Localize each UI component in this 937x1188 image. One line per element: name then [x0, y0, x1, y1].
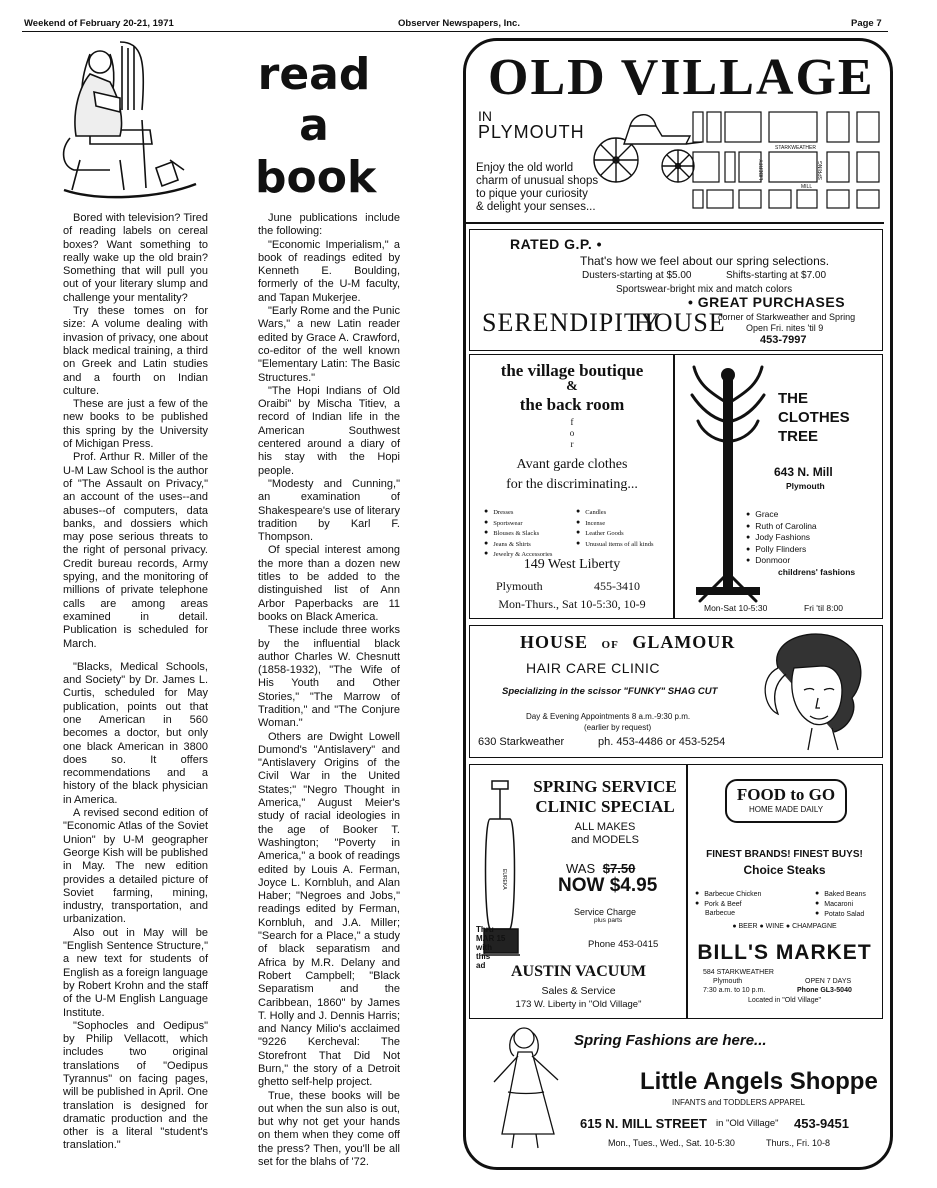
girl-illustration [478, 1022, 568, 1152]
paragraph: "The Hopi Indians of Old Oraibi" by Mischa Titiev, a record of Indian life in the American Southwest centered around a diary of his stay with the Hopi people. [258, 384, 400, 477]
map-label-spring: SPRING [818, 160, 824, 180]
ad-serendipity-house: RATED G.P. • That's how we feel about our spring selections. Dusters-starting at $5.00 Shifts-starting at $7.00 Sportswear-bright mix and match colors • GREAT PURCHASES SERENDIPITY HOUSE corner of Starkweather and Spring Open Fri. nites 'til 9 453-7997 [469, 229, 883, 351]
paragraph: Others are Dwight Lowell Dumond's "Antislavery" and "Antislavery Origins of the Civil War in the United States;" "Negro Thought in America," August Meier's study of racial ideologies in the age of Booker T. Washington; "Poverty in America," a book of readings edited by Louis A. Ferman, Joyce L. Kornbluh, and Alan Haber; "Negroes and Jobs," readings edited by Ferman, Kornbluh, and J.A. Miller; "Search for a Place," a study of black separatism and Africa by M.R. Delany and Robert Campbell; "Black Separatism and the Caribbean, 1860" by James T. Holly and J. Dennis Harris; and Nancy Milio's acclaimed "9226 Kercheval: The Storefront That Did Not Burn," the story of a Detroit ghetto self-help project. [258, 730, 400, 1089]
paragraph: Try these tomes on for size: A volume dealing with invasion of privacy, one about black medical training, a third on Greek and Latin studies and a fourth on Indian culture. [63, 305, 208, 397]
old-village-title: OLD VILLAGE [488, 49, 875, 106]
bills-market-name: BILL'S MARKET [697, 941, 872, 964]
paragraph: These are just a few of the new books to be published this spring by the University of Michigan Press. [63, 398, 208, 451]
paragraph: "Economic Imperialism," a book of readings edited by Kenneth E. Boulding, formerly of the U-M faculty, and Tapan Mukerjee. [258, 238, 400, 304]
map-label-liberty: LIBERTY [759, 159, 765, 180]
clothes-tree-name: THE CLOTHES TREE [778, 390, 850, 445]
paragraph: "Sophocles and Oedipus" by Philip Vellacott, which includes two original translations of "Oedipus Tyrannus" on facing pages, will be published in April. One translation is designed for dramatic production and the other is a literal "student's translation." [63, 1019, 208, 1152]
house-name: HOUSE [634, 308, 726, 337]
rocking-chair-illustration [50, 40, 200, 200]
little-angels-name: Little Angels Shoppe [640, 1068, 878, 1095]
paragraph: Prof. Arthur R. Miller of the U-M Law School is the author of "The Assault on Privacy," an account of the uses--and abuses--of computers, data banks, and dossiers which may pose serious threats to the right of personal privacy. Credit bureau records, Army spying, and the monitoring of millions of private telephone calls are among areas examined in detail. Publication is scheduled for March. [63, 451, 208, 650]
publisher: Observer Newspapers, Inc. [398, 18, 520, 29]
little-angels-phone: 453-9451 [794, 1116, 849, 1131]
boutique-items-left: ● Dresses ● Sportswear ● Blouses & Slacks ● Jeans & Shirts ● Jewelry & Accessories [484, 507, 552, 560]
map-label-mill: MILL [801, 184, 813, 190]
paragraph: "Blacks, Medical Schools, and Society" by Dr. James L. Curtis, scheduled for May publication, points out that one American in 560 becomes a doctor, but only one black American in 3800 does so. It offers recommendations and a history of the black physician in America. [63, 660, 208, 806]
vacuum-brand: EUREKA [501, 869, 507, 890]
article-column-1 [63, 212, 208, 1153]
headline-read: read [257, 49, 371, 100]
village-map [691, 110, 881, 210]
article-column-2 [258, 212, 400, 1169]
header-rule [22, 31, 888, 32]
boutique-items-right: ● Candles ● Incense ● Leather Goods ● Unusual items of all kinds [576, 507, 653, 549]
ad-clothes-tree: THE CLOTHES TREE 643 N. Mill Plymouth ● Grace ● Ruth of Carolina ● Jody Fashions ● Polly Flinders ● Donmoor childrens' fashions Mon-Sat 10-5:30 Fri 'til 8:00 [673, 354, 883, 619]
paragraph: These include three works by the influential black author Charles W. Chesnutt (1858-1932), "The Wife of His Youth and Other Stories," "The Marrow of Tradition," and "The Conjure Woman." [258, 624, 400, 730]
paragraph: Also out in May will be "English Sentence Structure," a new text for students of English as a foreign language by Robert Krohn and the staff of the U-M English Language Institute. [63, 926, 208, 1019]
clothes-tree-brands: ● Grace ● Ruth of Carolina ● Jody Fashions ● Polly Flinders ● Donmoor [746, 509, 817, 567]
woman-portrait-illustration [748, 628, 878, 754]
ad-austin-vacuum: EUREKA SPRING SERVICE CLINIC SPECIAL ALL MAKES and MODELS WAS $7.50 NOW $4.95 Service Charge plus parts Thru MAR 15 with this ad Phone 453-0415 AUSTIN VACUUM Sales & Service 173 W. Liberty in "Old Village" [469, 764, 688, 1019]
serendipity-line1: That's how we feel about our spring selections. [580, 254, 830, 268]
expiry-note: Thru MAR 15 with this ad [476, 925, 506, 970]
sale-price: NOW $4.95 [558, 875, 658, 896]
paragraph: "Modesty and Cunning," an examination of Shakespeare's use of literary tradition by Karl F. Thompson. [258, 477, 400, 544]
page-number: Page 7 [851, 18, 882, 29]
ad-bills-market: FOOD to GO HOME MADE DAILY FINEST BRANDS! FINEST BUYS! Choice Steaks ● Barbecue Chicken ● Pork & Beef Barbecue ● Baked Beans ● Macaroni ● Potato Salad ● BEER ● WINE ● CHAMPAGNE BILL'S MARKET 584 STARKWEATHER Plymouth OPEN 7 DAYS 7:30 a.m. to 10 p.m. Phone GL3-5040 Located in "Old Village" [686, 764, 883, 1019]
map-label-starkweather: STARKWEATHER [775, 145, 816, 151]
glamour-name: HOUSE OF GLAMOUR [520, 632, 736, 652]
headline-a: a [299, 100, 329, 151]
ad-village-boutique: the village boutique & the back room f o r Avant garde clothes for the discriminating... ● Dresses ● Sportswear ● Blouses & Slacks ● Jeans & Shirts ● Jewelry & Accessories ● Candles ● Incense ● Leather Goods ● Unusual items of all kinds 149 West Liberty Plymouth 455-3410 Mon-Thurs., Sat 10-5:30, 10-9 [469, 354, 675, 619]
ad-house-of-glamour: HOUSE OF GLAMOUR HAIR CARE CLINIC Specializing in the scissor "FUNKY" SHAG CUT Day & Evening Appointments 8 a.m.-9:30 p.m. (earlier by request) 630 Starkweather ph. 453-4486 or 453-5254 [469, 625, 883, 758]
paragraph: A revised second edition of "Economic Atlas of the Soviet Union" by U-M geographer George Kish will be published in May. The new edition provides a detailed picture of Soviet farming, mining, industry, transportation, and urbanization. [63, 807, 208, 926]
paragraph: "Early Rome and the Punic Wars," a new Latin reader edited by Grace A. Crawford, co-editor of the well known "Elementary Latin: The Basic Structures." [258, 305, 400, 384]
paragraph: June publications include the following: [258, 212, 400, 238]
divider [466, 222, 884, 224]
issue-date: Weekend of February 20-21, 1971 [24, 18, 174, 29]
carriage-illustration [590, 106, 702, 186]
headline-book: book [255, 152, 377, 203]
austin-vacuum-name: AUSTIN VACUUM [511, 963, 646, 980]
rated-gp: RATED G.P. • [510, 236, 603, 252]
paragraph: Bored with television? Tired of reading labels on cereal boxes? Want something to really wake up the old brain? Something that will pull you out of your literary slump and challenge your mentality? [63, 212, 208, 304]
old-village-in: IN [478, 108, 492, 124]
food-to-go-box: FOOD to GO HOME MADE DAILY [725, 779, 847, 823]
old-village-tagline: Enjoy the old world charm of unusual shops to pique your curiosity & delight your senses... [476, 162, 599, 213]
paragraph: Of special interest among the more than a dozen new titles to be added to the distinguished list of Ann Arbor Paperbacks are 11 books on Black America. [258, 544, 400, 623]
paragraph: True, these books will be out when the sun also is out, but why not get your hands on them when they come off the press? Then, you'll be all set for the blahs of '72. [258, 1089, 400, 1169]
coat-tree-illustration [688, 361, 768, 611]
old-village-town: PLYMOUTH [478, 122, 585, 142]
serendipity-name: SERENDIPITY [482, 308, 661, 337]
serendipity-phone: 453-7997 [760, 334, 807, 346]
